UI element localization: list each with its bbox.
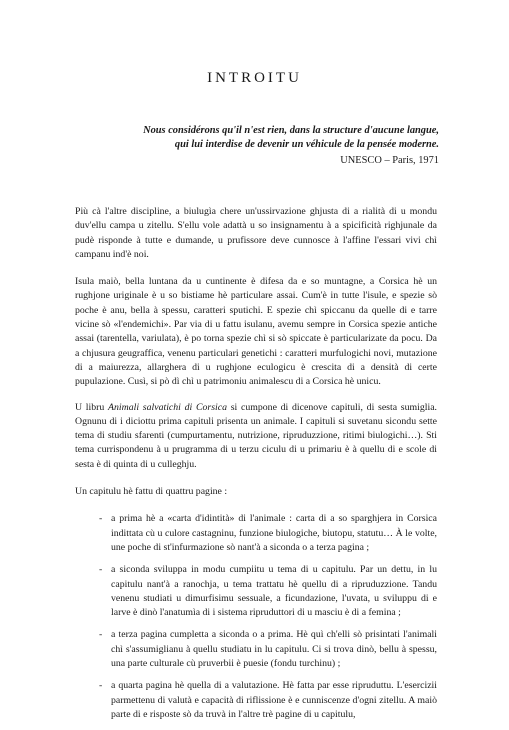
list-item <box>99 512 437 555</box>
list-item <box>99 563 437 620</box>
list-item <box>99 628 437 671</box>
paragraph-1: Più cà l'altre discipline, a biulugìa chere un'ussirvazione ghjusta di a rialità di u mondu duv'ellu campa u zitellu. S'ellu vole adattà u so insignamentu à a spicificità righjunale da pudè risponde à tutte e dumande, u prufissore deve cunnosce à l'affine l'essari vivi chì campanu ind'è noi. <box>75 206 437 260</box>
epigraph-line-1: Nous considérons qu'il n'est rien, dans la structure d'aucune langue, <box>143 125 439 136</box>
bullet-dash: - <box>99 629 103 641</box>
chapter-pages-list <box>75 512 437 722</box>
book-title: Animali salvatichi di Corsica <box>108 401 228 413</box>
paragraph-3-text-after: si cumpone di dicenove capituli, di sesta sumiglia. Ognunu di i diciottu prima capituli prisenta un animale. I capituli si suvetanu sicondu sette tema di studiu sfarenti (cumpurtamentu, nutrizione, ripruduzzione, ritimi biulogichi…). Sti tema currispondenu à u prugramma di u terzu ciculu di u primariu è à quellu di e scole di sesta è di quinta di u culleghju. <box>75 401 437 470</box>
bullet-dash: - <box>99 564 103 576</box>
body-text <box>75 205 437 730</box>
paragraph-2: Isula maiò, bella luntana da u cuntinente è difesa da e so muntagne, a Corsica hè un rughjone uriginale è u so bistiame hè particulare assai. Cum'è in tutte l'isule, e spezie sò poche è anu, bella à spessu, caratteri sputichi. E spezie chì spiccanu da quelle di e tarre vicine sò «l'endemichi». Par via di u fattu isulanu, avemu sempre in Corsica spezie antiche assai (tarentella, variulata), è po torna spezie chì si sò spiccate è particularizate da pocu. Da a chjusura geugraffica, venenu particulari genetichi : caratteri murfulogichi novi, mutazione di a maiurezza, allarghera di u rughjone eculogicu è crescita di a densità di certe pupulazione. Cusì, si pò dì chì u patrimoniu animalescu di a Corsica hè unicu. <box>75 276 437 388</box>
list-item-text: a terza pagina cumpletta a siconda o a prima. Hè quì ch'elli sò prisintati l'animali chì s'assumiglianu à quellu studiatu in lu capitulu. Ci si trova dinò, bellu à spessu, una parte culturale cù pruverbii è puesie (fondu turchinu) ; <box>111 629 437 670</box>
list-item-text: a quarta pagina hè quella di a valutazione. Hè fatta par esse ripruduttu. L'esercizii parmettenu di valutà e capacità di riflissione è e cunniscenze d'ogni zitellu. A maiò parte di e risposte sò da truvà in l'altre trè pagine di u capitulu, <box>111 680 437 720</box>
paragraph-3-text-before: U libru <box>75 401 109 413</box>
epigraph-quote <box>79 124 439 153</box>
bullet-dash: - <box>99 680 103 692</box>
epigraph-line-2: qui lui interdise de devenir un véhicule de la pensée moderne. <box>174 139 439 151</box>
list-item-text: a siconda sviluppa in modu cumpiitu u tema di u capitulu. Par un dettu, in lu capitulu nant'à a ranochja, u tema trattatu hè quellu di a ripruduzzione. Tandu venenu studiati u dimurfisimu sessuale, a ficundazione, l'uvata, u sviluppu di e larve è dinò l'anatumìa di i sistema ripruduttori di u masciu è di a femina ; <box>111 564 437 619</box>
list-item-text: a prima hè a «carta d'idintità» di l'animale : carta di a so sparghjera in Corsica indittata cù u culore castagninu, funzione biulogiche, biutopu, statutu… À le volte, une poche di st'infurmazione sò nant'à a siconda o a terza pagina ; <box>111 513 437 553</box>
paragraph-3 <box>75 401 437 472</box>
paragraph-4: Un capitulu hè fattu di quattru pagine : <box>75 486 228 498</box>
page-title: INTROITU <box>207 70 302 86</box>
epigraph-source: UNESCO – Paris, 1971 <box>340 155 439 166</box>
bullet-dash: - <box>99 513 103 525</box>
list-item <box>99 679 437 722</box>
